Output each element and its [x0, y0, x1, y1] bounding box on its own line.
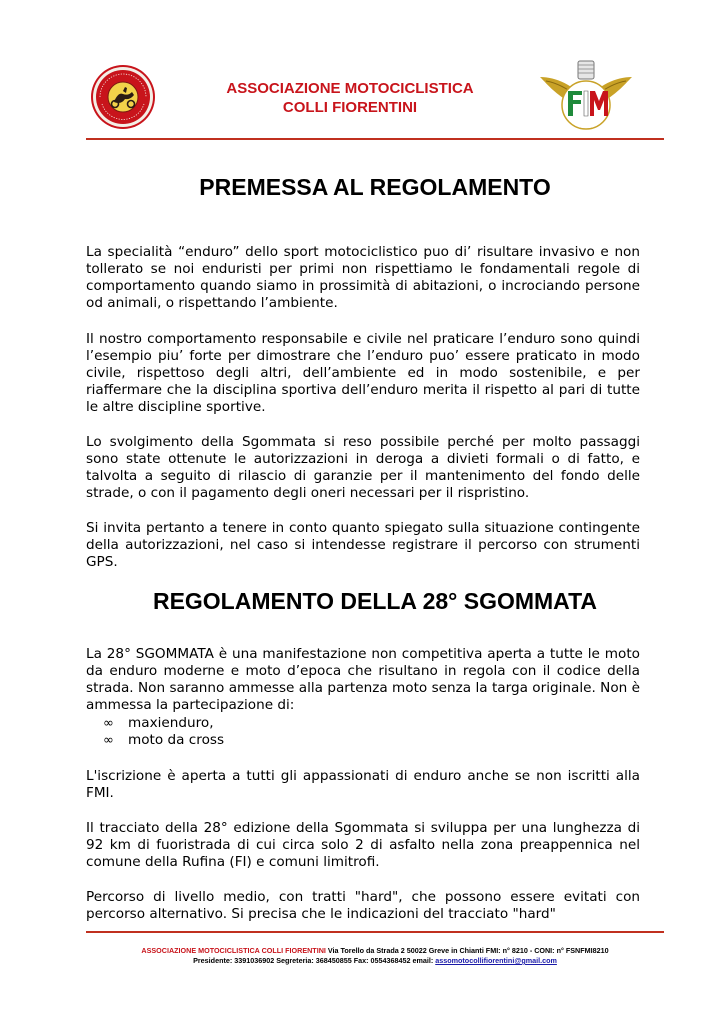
association-name — [185, 79, 515, 117]
footer-address-line — [86, 946, 664, 955]
paragraph-iscrizione: L'iscrizione è aperta a tutti gli appassionati di enduro anche se non iscritti alla FMI. — [86, 768, 640, 801]
section-title-regolamento: REGOLAMENTO DELLA 28° SGOMMATA — [152, 588, 598, 614]
association-name-line1: ASSOCIAZIONE MOTOCICLISTICA — [226, 80, 474, 97]
list-item-text: moto da cross — [128, 732, 225, 748]
paragraph-premessa-4: Si invita pertanto a tenere in conto quanto spiegato sulla situazione contingente della autorizzazioni, nel caso si intendesse registrare il percorso con strumenti GPS. — [86, 520, 640, 570]
footer-org-name: ASSOCIAZIONE MOTOCICLISTICA COLLI FIORENTINI — [141, 946, 326, 955]
paragraph-tracciato: Il tracciato della 28° edizione della Sgommata si sviluppa per una lunghezza di 92 km di fuoristrada di cui circa solo 2 di asfalto nella zona preappennica nel comune della Rufina (FI) e comuni limitrofi. — [86, 820, 640, 870]
fmi-winged-logo-icon — [538, 55, 634, 135]
paragraph-regolamento-intro: La 28° SGOMMATA è una manifestazione non competitiva aperta a tutte le moto da enduro moderne e moto d’epoca che risultano in regola con il codice della strada. Non saranno ammesse alla partenza moto senza la targa originale. Non è ammessa la partecipazione di: — [86, 646, 640, 713]
paragraph-premessa-1: La specialità “enduro” dello sport motociclistico puo di’ risultare invasivo e non tollerato se noi enduristi per primi non rispettiamo le fondamentali regole di comportamento quando siamo in prossimità di abitazioni, o incrociando persone od animali, o rispettando l’ambiente. — [86, 244, 640, 311]
paragraph-premessa-2: Il nostro comportamento responsabile e civile nel praticare l’enduro sono quindi l’esempio piu’ forte per dimostrare che l’enduro puo’ essere praticato in modo civile, rispettoso degli altri, dell’ambiente ed in modo sostenibile, e per riaffermare che la disciplina sportiva dell’enduro merita il rispetto al pari di tutte le altre discipline sportive. — [86, 331, 640, 415]
footer-address: Via Torello da Strada 2 50022 Greve in Chianti FMI: n° 8210 - CONI: n° FSNFMI8210 — [327, 946, 609, 955]
letterhead — [90, 55, 666, 141]
paragraph-percorso: Percorso di livello medio, con tratti "hard", che possono essere evitati con percorso alternativo. Si precisa che le indicazioni del tracciato "hard" — [86, 889, 640, 922]
footer-email-link[interactable]: assomotocollifiorentini@gmail.com — [435, 956, 557, 965]
footer-contacts: Presidente: 3391036902 Segreteria: 368450855 Fax: 0554368452 email: — [193, 956, 434, 965]
list-item — [103, 715, 224, 732]
paragraph-premessa-3: Lo svolgimento della Sgommata si reso possibile perché per molto passaggi sono state ottenute le autorizzazioni in deroga a divieti formali o di fatto, e talvolta a seguito di rilascio di garanzie per il mantenimento del fondo delle strade, o con il pagamento degli oneri necessari per il rispristino. — [86, 434, 640, 501]
club-logo-icon — [90, 64, 156, 130]
list-item — [103, 732, 224, 749]
association-name-line2: COLLI FIORENTINI — [282, 99, 418, 116]
footer-divider — [86, 931, 664, 933]
footer-contacts-line — [86, 956, 664, 965]
infinity-bullet-icon: ∞ — [103, 716, 114, 731]
header-divider — [86, 138, 664, 140]
excluded-bikes-list — [103, 715, 224, 749]
section-title-premessa: PREMESSA AL REGOLAMENTO — [199, 174, 551, 200]
list-item-text: maxienduro, — [128, 715, 214, 731]
infinity-bullet-icon: ∞ — [103, 733, 114, 748]
